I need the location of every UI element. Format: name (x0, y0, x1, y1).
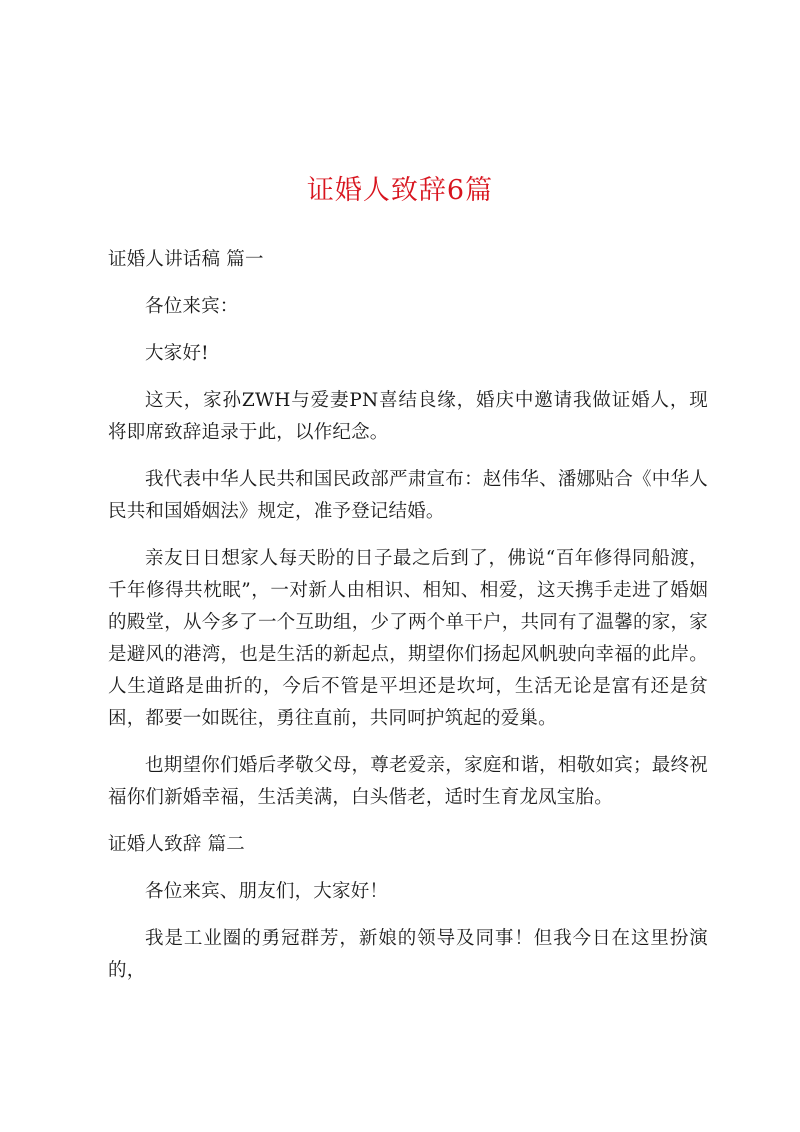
section-heading: 证婚人讲话稿 篇一 (108, 249, 264, 270)
document-body (108, 244, 708, 987)
paragraph: 大家好! (145, 343, 209, 364)
paragraph: 各位来宾、朋友们，大家好！ (145, 881, 389, 902)
section-heading: 证婚人致辞 篇二 (108, 834, 245, 855)
document-title: 证婚人致辞6篇 (306, 175, 494, 206)
paragraph: 也期望你们婚后孝敬父母，尊老爱亲，家庭和谐，相敬如宾；最终祝福你们新婚幸福，生活美满，白头偕老，适时生育龙凤宝胎。 (108, 755, 708, 808)
paragraph: 这天，家孙ZWH与爱妻PN喜结良缘，婚庆中邀请我做证婚人，现将即席致辞追录于此，以作纪念。 (108, 390, 708, 443)
paragraph: 各位来宾： (145, 296, 239, 317)
paragraph: 我代表中华人民共和国民政部严肃宣布：赵伟华、潘娜贴合《中华人民共和国婚姻法》规定，准予登记结婚。 (108, 469, 708, 522)
paragraph: 我是工业圈的勇冠群芳，新娘的领导及同事！但我今日在这里扮演的， (108, 928, 708, 981)
paragraph: 亲友日日想家人每天盼的日子最之后到了，佛说“百年修得同船渡，千年修得共枕眠”，一对新人由相识、相知、相爱，这天携手走进了婚姻的殿堂，从今多了一个互助组，少了两个单干户，共同有了温馨的家，家是避风的港湾，也是生活的新起点，期望你们扬起风帆驶向幸福的此岸。人生道路是曲折的，今后不管是平坦还是坎坷，生活无论是富有还是贫困，都要一如既往，勇往直前，共同呵护筑起的爱巢。 (108, 548, 708, 729)
